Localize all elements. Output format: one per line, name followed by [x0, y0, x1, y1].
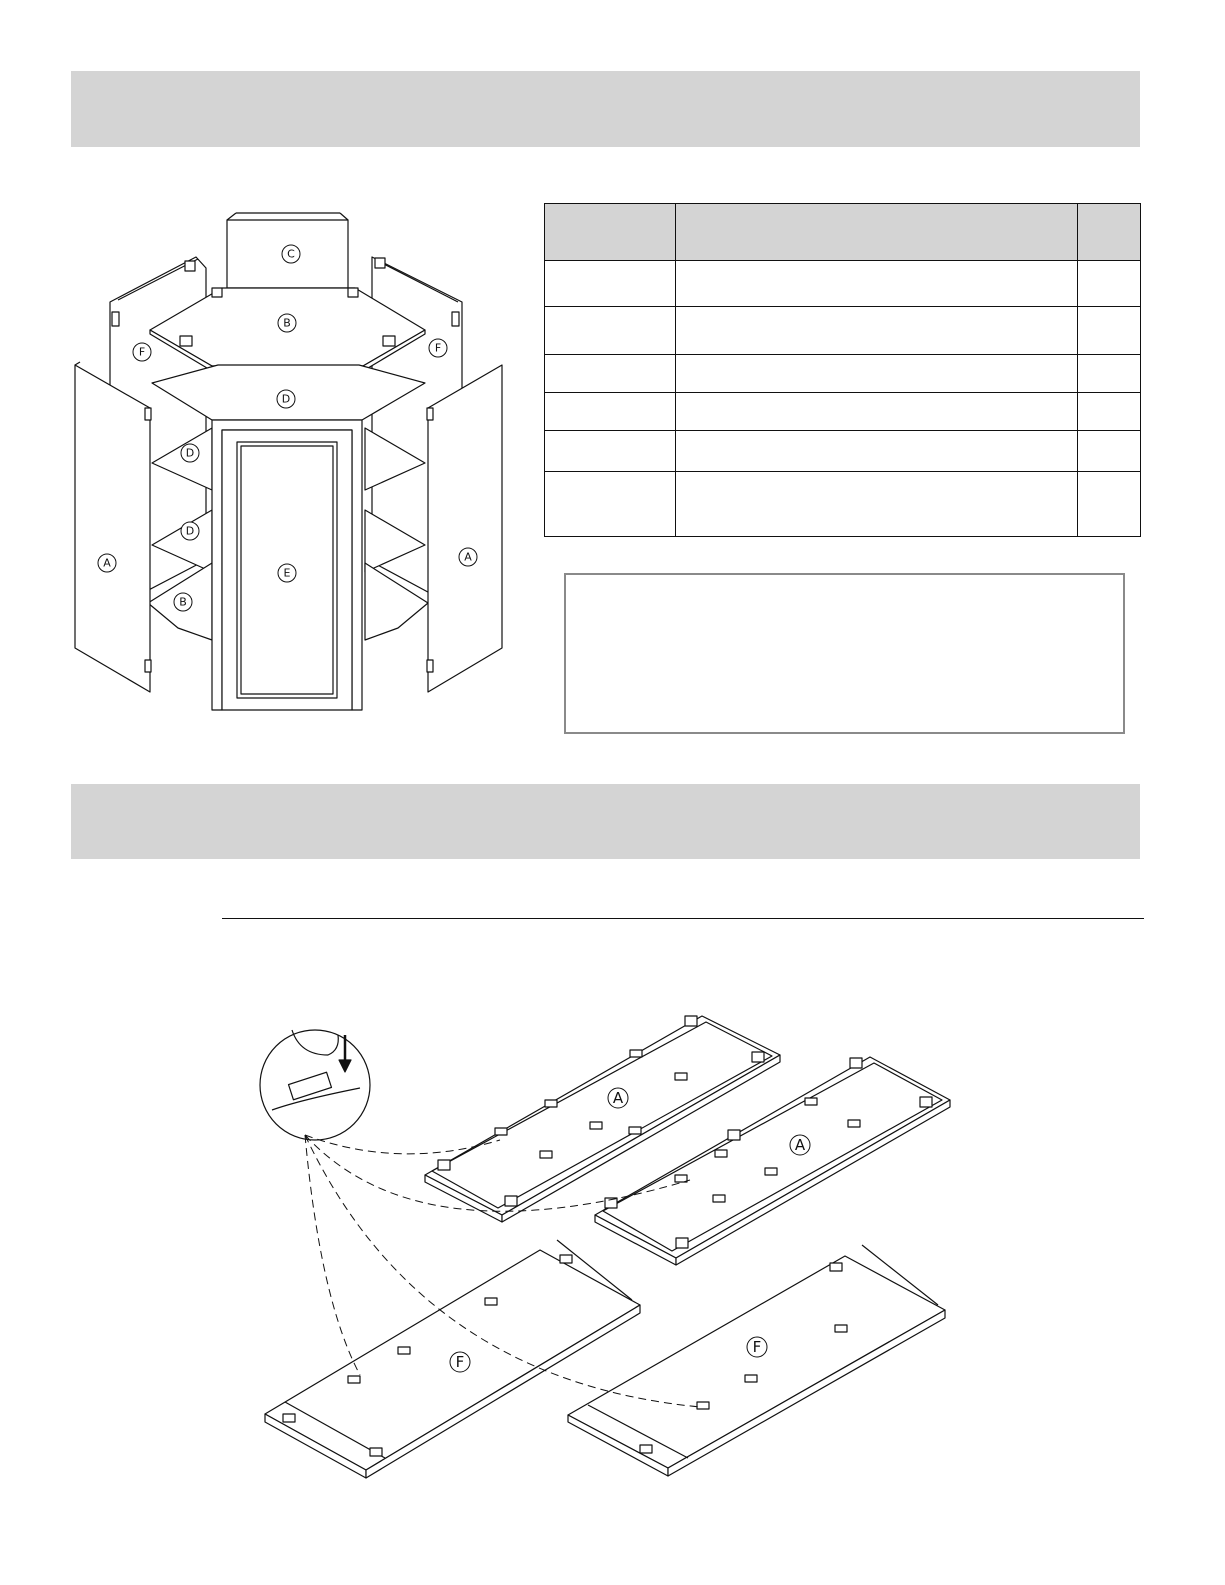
label-right-back-panel: F: [434, 341, 442, 355]
label-upper-shelf: D: [185, 446, 195, 460]
label-left-back-panel: F: [138, 345, 146, 359]
label-bottom-shelf: B: [179, 595, 187, 609]
label-middle-shelf: D: [185, 524, 195, 538]
label-top-shelf: D: [281, 392, 291, 406]
label-panel-a-upper: A: [612, 1089, 624, 1107]
label-panel-a-lower: A: [794, 1136, 806, 1154]
label-door: E: [283, 566, 291, 580]
label-panel-f-right: F: [752, 1338, 762, 1356]
label-left-side-panel: A: [103, 556, 111, 570]
panel-f-right: [568, 1245, 945, 1476]
detail-inset: [260, 1030, 370, 1140]
label-top-back-panel: C: [287, 247, 295, 261]
label-top-panel: B: [283, 316, 291, 330]
label-panel-f-left: F: [455, 1353, 465, 1371]
label-right-side-panel: A: [464, 550, 472, 564]
